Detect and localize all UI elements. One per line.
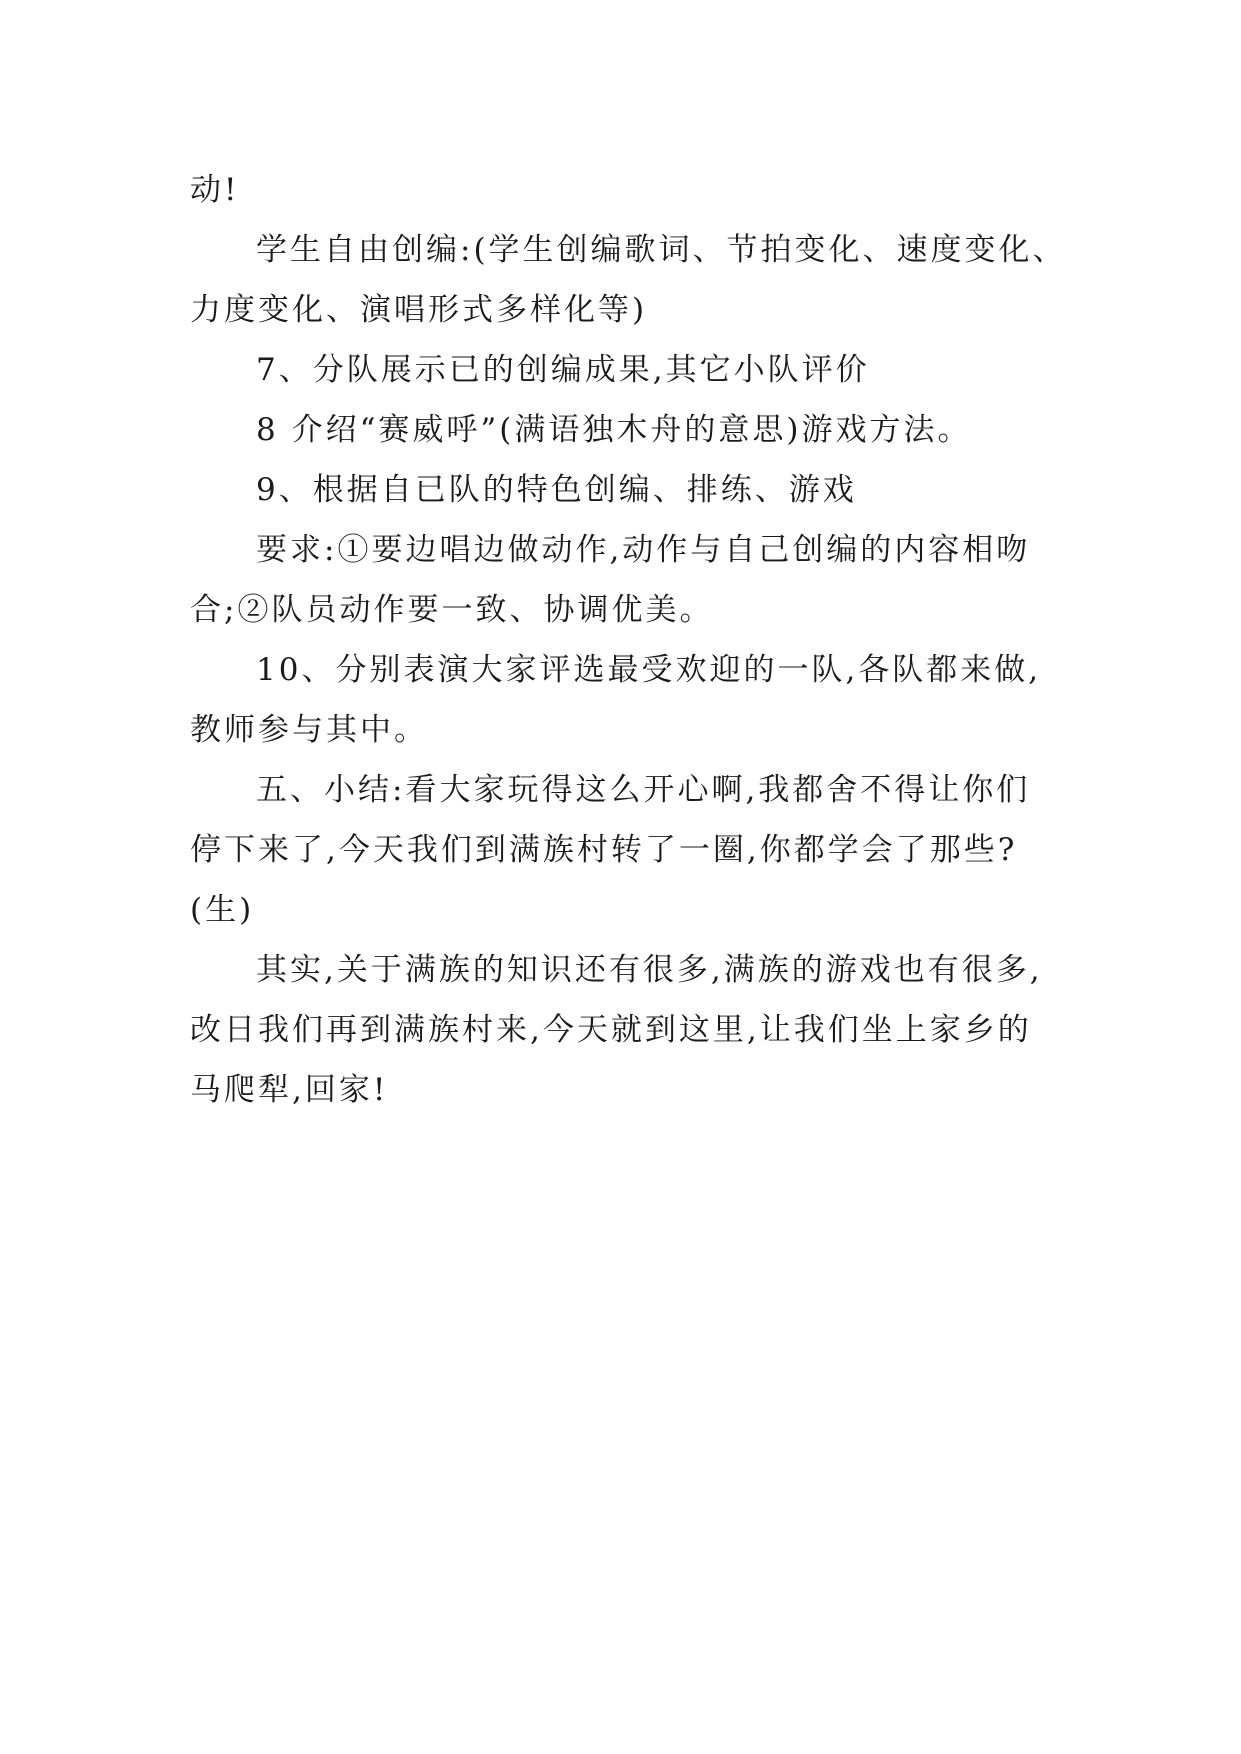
text-line: 合;②队员动作要一致、协调优美。 xyxy=(190,592,714,628)
text-line: 7、分队展示已的创编成果,其它小队评价 xyxy=(256,352,870,388)
text-line: 8 介绍“赛威呼”(满语独木舟的意思)游戏方法。 xyxy=(256,412,972,448)
text-line: 其实,关于满族的知识还有很多,满族的游戏也有很多, xyxy=(256,952,1043,988)
text-line: 学生自由创编:(学生创编歌词、节拍变化、速度变化、 xyxy=(256,232,1067,268)
text-line: 停下来了,今天我们到满族村转了一圈,你都学会了那些? xyxy=(190,832,1018,868)
text-line: 要求:①要边唱边做动作,动作与自己创编的内容相吻 xyxy=(256,532,1031,568)
text-line: 动! xyxy=(190,172,240,208)
document-body xyxy=(190,160,1070,1120)
text-line: 力度变化、演唱形式多样化等) xyxy=(190,292,648,328)
text-line: 教师参与其中。 xyxy=(190,712,428,748)
text-line: 10、分别表演大家评选最受欢迎的一队,各队都来做, xyxy=(256,652,1042,688)
text-line: 马爬犁,回家! xyxy=(190,1072,389,1108)
text-line: 五、小结:看大家玩得这么开心啊,我都舍不得让你们 xyxy=(256,772,1031,808)
text-line: 9、根据自已队的特色创编、排练、游戏 xyxy=(256,472,857,508)
text-line: 改日我们再到满族村来,今天就到这里,让我们坐上家乡的 xyxy=(190,1012,1032,1048)
text-line: (生) xyxy=(190,892,255,928)
